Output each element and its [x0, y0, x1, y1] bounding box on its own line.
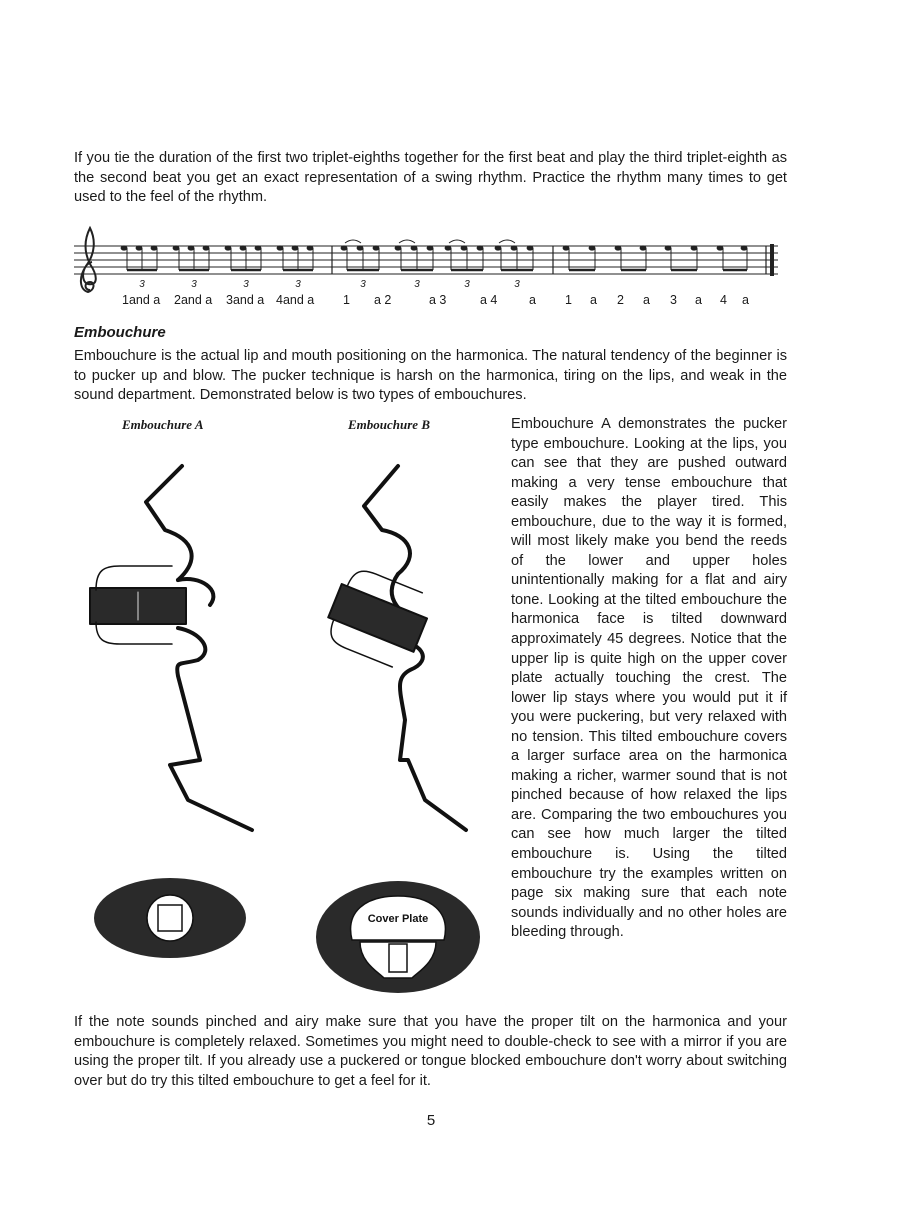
music-staff: [74, 228, 778, 292]
tie-mark: [345, 240, 361, 243]
note-head: [445, 245, 452, 250]
note-head: [741, 245, 748, 250]
note-head: [640, 245, 647, 250]
note-head: [461, 245, 468, 250]
triplet-number: 3: [514, 279, 520, 290]
note-head: [240, 245, 247, 250]
note-head: [136, 245, 143, 250]
note-head: [563, 245, 570, 250]
tie-mark: [449, 240, 465, 243]
note-head: [717, 245, 724, 250]
count-label: 1: [343, 293, 350, 307]
count-label: a: [643, 293, 650, 307]
note-head: [188, 245, 195, 250]
staff-notes: [121, 240, 748, 290]
triplet-number: 3: [191, 279, 197, 290]
cover-plate-label: Cover Plate: [367, 913, 429, 925]
note-head: [427, 245, 434, 250]
count-label: a 3: [429, 293, 447, 307]
note-head: [277, 245, 284, 250]
triplet-number: 3: [414, 279, 420, 290]
count-label: a 4: [480, 293, 498, 307]
embouchure-a-figure: [90, 466, 252, 830]
count-label: 1and a: [122, 293, 161, 307]
note-head: [411, 245, 418, 250]
note-head: [121, 245, 128, 250]
count-label: a: [529, 293, 536, 307]
count-label: 2and a: [174, 293, 213, 307]
note-head: [691, 245, 698, 250]
count-label: 4and a: [276, 293, 315, 307]
count-label: 1: [565, 293, 572, 307]
note-head: [307, 245, 314, 250]
embouchure-explanation-paragraph: Embouchure A demonstrates the pucker type embouchure. Looking at the lips, you can see that they are pushed outward making a very tense embouchure that easily makes the player tired. This embouchure, due to the way it is formed, will most likely make you bend the reeds of the lower and upper holes unintentionally making for a flat and airy tone. Looking at the tilted embouchure the harmonica face is tilted downward approximately 45 degrees. Notice that the upper lip is quite high on the upper cover plate actually touching the crest. The lower lip stays where you would put it if you were puckering, but very relaxed with no tension. This tilted embouchure covers a larger surface area on the harmonica making a richer, warmer sound that is not pinched because of how relaxed the lips are. Comparing the two embouchures you can see how much larger the tilted embouchure is. Using the tilted embouchure try the examples written on page six making sure that each note sounds individually and no other holes are bleeding through.: [511, 416, 787, 941]
closing-paragraph: If the note sounds pinched and airy make sure that you have the proper tilt on the harmonica and your embouchure is completely relaxed. Sometimes you might need to double-check to see with a mirror if you are using the proper tilt. If you already use a puckered or tongue blocked embouchure don't worry about switching over but do try this tilted embouchure to get a feel for it.: [74, 1014, 787, 1089]
note-head: [477, 245, 484, 250]
note-head: [173, 245, 180, 250]
embouchure-intro-paragraph: Embouchure is the actual lip and mouth positioning on the harmonica. The natural tendency of the beginner is to pucker up and blow. The pucker technique is harsh on the harmonica, tiring on the lips, and weak in the sound department. Demonstrated below is two types of embouchures.: [74, 348, 787, 404]
triplet-number: 3: [464, 279, 470, 290]
count-label: 2: [617, 293, 624, 307]
triplet-number: 3: [243, 279, 249, 290]
count-label: a: [742, 293, 749, 307]
count-label: a: [695, 293, 702, 307]
tie-mark: [499, 240, 515, 243]
note-head: [665, 245, 672, 250]
note-head: [292, 245, 299, 250]
note-head: [357, 245, 364, 250]
count-label: a 2: [374, 293, 392, 307]
note-head: [495, 245, 502, 250]
triplet-number: 3: [139, 279, 145, 290]
note-head: [615, 245, 622, 250]
note-head: [527, 245, 534, 250]
tie-mark: [399, 240, 415, 243]
mouth-opening-a-diagram: [94, 878, 246, 958]
embouchure-b-caption: Embouchure B: [348, 417, 430, 432]
note-head: [373, 245, 380, 250]
note-head: [511, 245, 518, 250]
note-head: [589, 245, 596, 250]
count-label: a: [590, 293, 597, 307]
count-label: 3and a: [226, 293, 265, 307]
embouchure-b-figure: [320, 466, 466, 830]
note-head: [225, 245, 232, 250]
note-head: [395, 245, 402, 250]
count-label: 4: [720, 293, 727, 307]
note-head: [203, 245, 210, 250]
count-label: 3: [670, 293, 677, 307]
triplet-number: 3: [295, 279, 301, 290]
note-head: [255, 245, 262, 250]
embouchure-heading: Embouchure: [74, 324, 166, 341]
triplet-number: 3: [360, 279, 366, 290]
embouchure-a-caption: Embouchure A: [122, 417, 204, 432]
note-head: [341, 245, 348, 250]
intro-paragraph: If you tie the duration of the first two triplet-eighths together for the first beat and play the third triplet-eighth as the second beat you get an exact representation of a swing rhythm. Practice the rhythm many times to get used to the feel of the rhythm.: [74, 150, 787, 206]
page-number: 5: [426, 1112, 436, 1129]
mouth-opening-b-diagram: [316, 881, 480, 993]
note-head: [151, 245, 158, 250]
